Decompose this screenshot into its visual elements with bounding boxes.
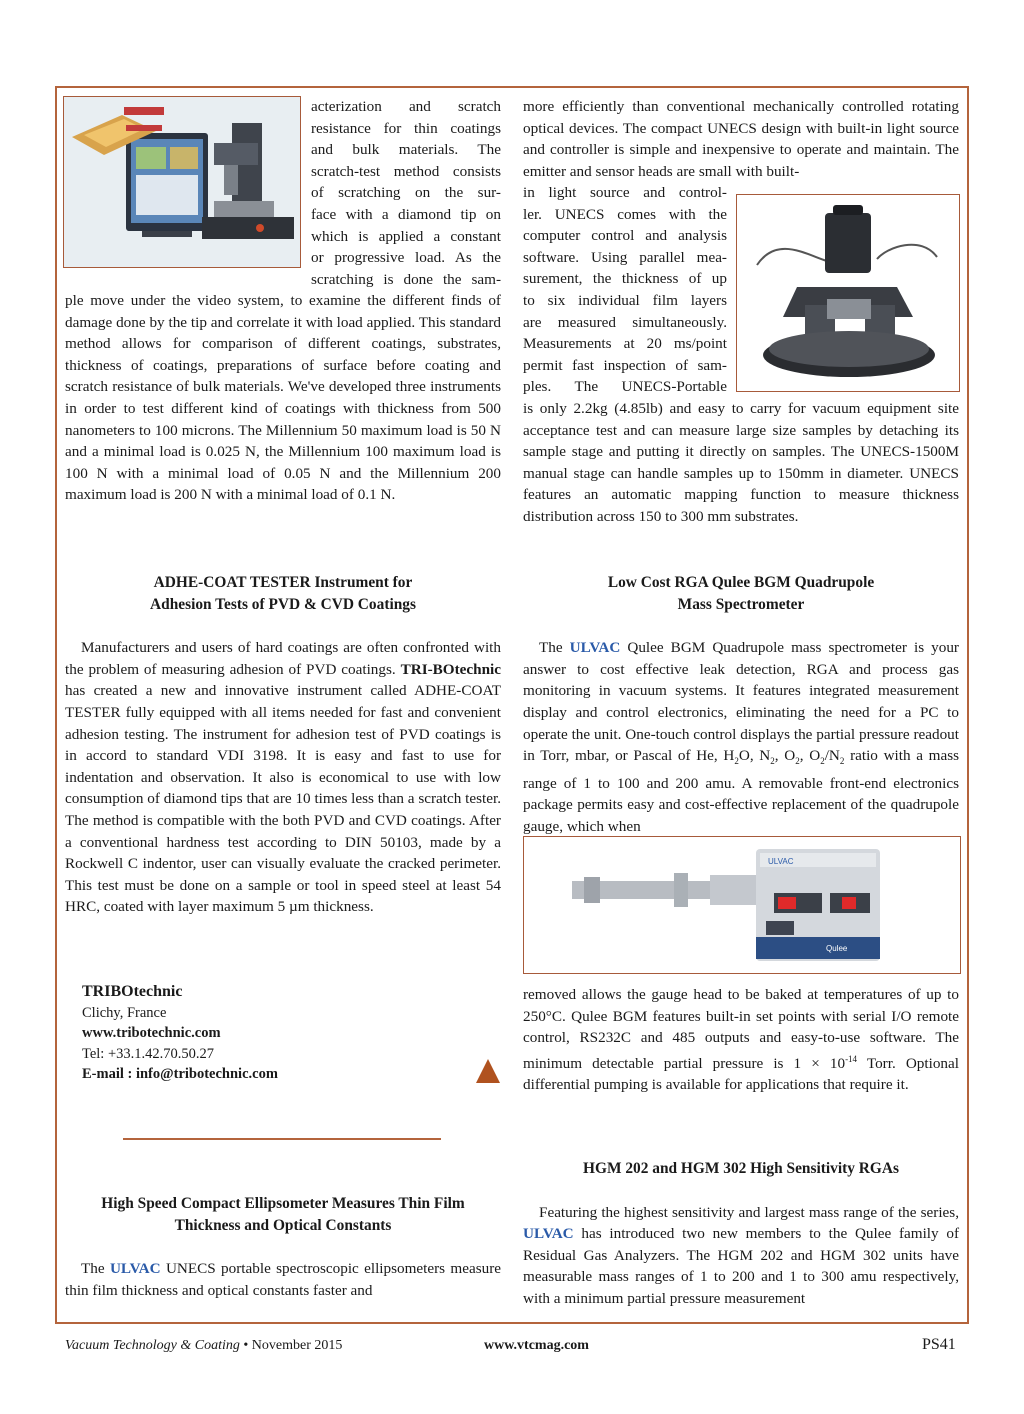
wrap-line: in light source and control- <box>523 184 727 201</box>
exponent: -14 <box>845 1053 858 1064</box>
wrap-line: permit fast inspection of sam- <box>523 356 727 374</box>
rga-title-line2: Mass Spectrometer <box>677 595 805 613</box>
rga-n: /N <box>824 747 840 765</box>
adhe-paragraph <box>65 637 501 918</box>
rga-o: , O <box>799 747 821 765</box>
wrap-line: face with a diamond tip on <box>311 205 501 223</box>
wrap-line: Measurements at 20 ms/point <box>523 335 727 353</box>
device-brand-label: ULVAC <box>768 857 794 866</box>
sub-2: 2 <box>795 756 800 767</box>
wrap-line: are measured simultaneously. <box>523 313 727 331</box>
wrap-line: ler. UNECS comes with the <box>523 205 727 223</box>
rga-text-4: Torr. Optional differential pumping is available for applications that require it. <box>523 1054 959 1094</box>
rga-pre: The <box>539 639 563 657</box>
col1-paragraph: ple move under the video system, to examine the different finds of damage done by the tip and correlate it with load applied. This standard method allows for comparison of different coatings, substrates, thickness of coatings, preparations of surface before coating and scratch resistance of bulk materials. We've developed three instruments in order to test different kind of coatings with thickness from 500 nanometers to 100 microns. The Millennium 50 maximum load is 50 N and a minimal load is 0.025 N, the Millennium 100 maximum load is 100 N with a minimal load of 0.05 N and the Millennium 200 maximum load is 200 N with a minimal load of 0.1 N. <box>65 292 501 504</box>
adhe-text-1: Manufacturers and users of hard coatings are often confronted with the problem of measuring adhesion of PVD coatings. <box>65 639 501 678</box>
ellipsometer-figure <box>736 194 960 392</box>
wrap-line: resistance for thin coatings <box>311 119 501 137</box>
ulvac-brand: ULVAC <box>523 1225 574 1243</box>
wrap-line: scratch-test method consists <box>311 162 501 180</box>
sub-2: 2 <box>839 756 845 767</box>
rga-o: , O <box>774 747 796 765</box>
wrap-line: ples. The UNECS-Portable <box>523 378 727 396</box>
rga-paragraph-1 <box>523 637 959 837</box>
wrap-line: acterization and scratch <box>311 98 501 115</box>
wrap-line: of scratching on the sur- <box>311 184 501 202</box>
rga-text-1: Qulee BGM Quadrupole mass spectrometer is your answer to cost effective leak detection, RGA and process gas monitoring in vacuum systems. It features integrated measurement display and control electronics, eliminating the need for a PC to operate the unit. One-touch control displays the partial pressure readout in Torr, mbar, or Pascal of He, H <box>523 639 959 765</box>
contact-tel: Tel: +33.1.42.70.50.27 <box>82 1045 215 1062</box>
ellips-title-line2: Thickness and Optical Constants <box>174 1216 392 1234</box>
rga-title-line1: Low Cost RGA Qulee BGM Quadrupole <box>607 574 875 591</box>
ellips-title-line1: High Speed Compact Ellipsometer Measures Thin Film <box>101 1195 465 1212</box>
col2-lead-text <box>523 96 959 182</box>
sub-2: 2 <box>770 756 775 767</box>
tribotechnic-brand: TRI-BOtechnic <box>400 660 502 678</box>
col1-body-text <box>65 290 501 506</box>
sub-2: 2 <box>734 756 739 767</box>
ulvac-brand: ULVAC <box>569 639 621 657</box>
wrap-line: software. Using parallel mea- <box>523 248 727 266</box>
footer-date: November 2015 <box>251 1338 343 1353</box>
adhe-title-line2: Adhesion Tests of PVD & CVD Coatings <box>150 595 416 613</box>
contact-web[interactable]: www.tribotechnic.com <box>82 1025 221 1041</box>
rga-text-3: removed allows the gauge head to be baked at temperatures of up to 250°C. Qulee BGM features built-in set points with serial I/O remote control, RS232C and 485 outputs and easy-to-use software. The minimum detectable partial pressure is 1 × 10 <box>523 986 959 1072</box>
wrap-line: computer control and analysis <box>523 227 727 245</box>
hgm-article <box>523 1158 959 1310</box>
hgm-title: HGM 202 and HGM 302 High Sensitivity RGAs <box>583 1160 899 1177</box>
sub-2: 2 <box>820 756 825 767</box>
wrap-line: scratching is done the sam- <box>311 270 501 288</box>
footer-journal-name: Vacuum Technology & Coating <box>65 1338 240 1353</box>
scratch-tester-figure <box>63 96 301 268</box>
col2-paragraph: is only 2.2kg (4.85lb) and easy to carry for vacuum equipment site acceptance test and can measure large size samples by detaching its sample stage and putting it directly on samples. The UNECS-1500M manual stage can handle samples up to 150mm in diameter. UNECS features an automatic mapping function to measure thickness distribution across 150 to 300 mm substrates. <box>523 400 959 525</box>
scratch-tester-illustration <box>64 97 301 268</box>
wrap-line: and bulk materials. The <box>311 141 501 159</box>
wrap-line: to six individual film layers <box>523 291 727 309</box>
ellips-pre: The <box>81 1260 105 1278</box>
wrap-line: which is applied a constant <box>311 227 501 245</box>
adhe-article <box>65 572 501 918</box>
end-triangle-icon <box>476 1059 500 1083</box>
section-divider <box>123 1138 441 1140</box>
rga-continued <box>523 984 959 1096</box>
col2-wrap-text <box>523 182 727 398</box>
col2-body-text <box>523 398 959 528</box>
footer-journal <box>65 1338 342 1354</box>
device-sub-label: Qulee <box>826 944 848 953</box>
rga-o-n: O, N <box>738 747 771 765</box>
hgm-text: has introduced two new members to the Qulee family of Residual Gas Analyzers. The HGM 202 and HGM 302 units have measurable mass ranges of 1 to 200 and 1 to 300 amu respectively, with a minimum partial pressure measurement <box>523 1225 960 1307</box>
wrap-line: or progressive load. As the <box>311 249 501 267</box>
ellipsometer-article <box>65 1193 501 1301</box>
adhe-text-2: has created a new and innovative instrument called ADHE-COAT TESTER fully equipped with all items needed for fast and convenient adhesion testing. The instrument for adhesion test of PVD coatings is in accord to standard VDI 3198. It is easy and fast to use for indentation and observation. It also is economical to use with low consumption of diamond tips that are 10 times less than a scratch tester. The method is compatible with the both PVD and CVD coatings. After a conventional hardness test according to DIN 50103, made by a Rockwell C indentor, user can visually evaluate the cracked perimeter. This test must be done on a sample or tool in speed steel at least 54 HRC, coated with layer maximum 5 µm thickness. <box>65 682 501 916</box>
contact-block <box>82 982 278 1085</box>
col2-lead-paragraph: more efficiently than conventional mechanically controlled rotating optical devices. The compact UNECS design with built-in light source and controller is simple and inexpensive to operate and maintain. The emitter and sensor heads are small with built- <box>523 98 959 180</box>
contact-email[interactable]: E-mail : info@tribotechnic.com <box>82 1066 278 1082</box>
quadrupole-illustration <box>524 837 961 974</box>
hgm-paragraph <box>523 1202 959 1310</box>
hgm-pre: Featuring the highest sensitivity and largest mass range of the series, <box>539 1203 959 1221</box>
contact-city: Clichy, France <box>82 1004 167 1021</box>
rga-article <box>523 572 959 838</box>
contact-company: TRIBOtechnic <box>82 983 183 1000</box>
ellips-paragraph <box>65 1258 501 1301</box>
footer-site[interactable]: www.vtcmag.com <box>484 1338 589 1353</box>
ellips-text: UNECS portable spectroscopic ellipsometers measure thin film thickness and optical constants faster and <box>65 1260 502 1299</box>
ellipsometer-illustration <box>737 195 960 392</box>
quadrupole-figure <box>523 836 961 974</box>
rga-text-2: ratio with a mass range of 1 to 100 and 200 amu. A removable front-end electronics package permits easy and cost-effective replacement of the quadrupole gauge, which when <box>523 747 960 835</box>
adhe-title-line1: ADHE-COAT TESTER Instrument for <box>153 574 413 591</box>
wrap-line: surement, the thickness of up <box>523 270 727 288</box>
footer-bullet: • <box>243 1338 249 1353</box>
rga-paragraph-2 <box>523 984 959 1096</box>
footer-page-number: PS41 <box>922 1336 956 1353</box>
ulvac-brand: ULVAC <box>109 1260 161 1278</box>
col1-wrap-text <box>311 96 501 290</box>
